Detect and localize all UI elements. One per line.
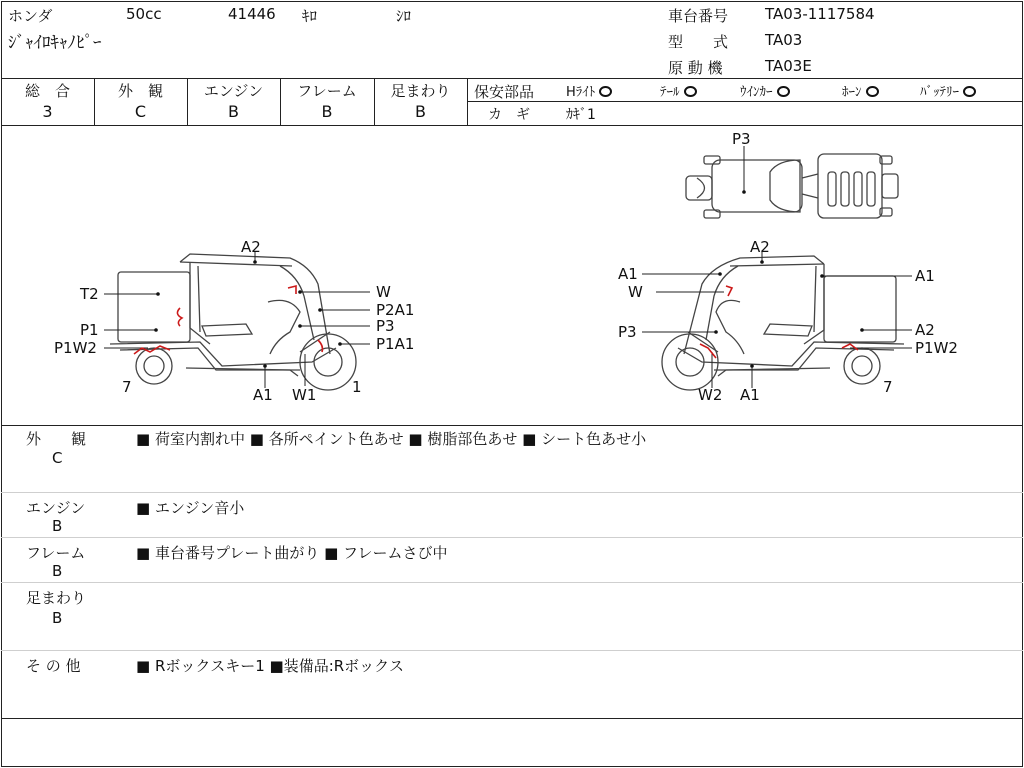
label-right-a1-left: A1	[618, 265, 638, 283]
chassis-value: TA03-1117584	[765, 5, 875, 23]
grade-exterior-value: C	[134, 102, 147, 121]
label-left-p1a1: P1A1	[376, 335, 415, 353]
ok-circle-icon	[599, 86, 612, 97]
label-right-p1w2: P1W2	[915, 339, 958, 357]
color: ｼﾛ	[396, 7, 412, 25]
label-left-a1: A1	[253, 386, 273, 404]
comment-grade: B	[52, 609, 63, 627]
label-left-t2: T2	[80, 285, 99, 303]
label-right-a1-bottom: A1	[740, 386, 760, 404]
key-label: カ ギ	[488, 107, 530, 123]
safety-item-headlight	[566, 81, 612, 100]
comment-grade: C	[52, 449, 63, 467]
label-dots	[154, 190, 864, 368]
comment-text: ■ 荷室内割れ中 ■ 各所ペイント色あせ ■ 樹脂部色あせ ■ シート色あせ小	[136, 430, 647, 448]
engine-label: 原 動 機	[668, 59, 723, 77]
model-name: ｼﾞｬｲﾛｷｬﾉﾋﾟｰ	[8, 33, 102, 53]
label-left-p1: P1	[80, 321, 99, 339]
label-right-w2: W2	[698, 386, 723, 404]
comment-category: そ の 他	[26, 657, 81, 675]
grade-engine-label: エンジン	[203, 82, 264, 100]
grade-suspension-label: 足まわり	[390, 82, 451, 100]
grade-frame-value: B	[321, 102, 333, 121]
safety-item-name: ﾎｰﾝ	[842, 85, 862, 100]
comment-text: ■ 車台番号プレート曲がり ■ フレームさび中	[136, 544, 448, 562]
maker: ホンダ	[8, 7, 53, 25]
left-side-view-drawing	[110, 254, 356, 390]
mileage: 41446	[228, 5, 276, 23]
grade-engine-value: B	[228, 102, 239, 121]
ok-circle-icon	[866, 86, 879, 97]
label-left-p2a1: P2A1	[376, 301, 415, 319]
mileage-unit: ｷﾛ	[302, 7, 318, 25]
label-right-p3: P3	[618, 323, 637, 341]
displacement: 50cc	[126, 5, 162, 23]
comment-category: 外 観	[26, 430, 87, 448]
label-left-7: 7	[122, 378, 132, 396]
safety-item-horn	[842, 81, 879, 100]
engine-value: TA03E	[765, 57, 812, 75]
ok-circle-icon	[777, 86, 790, 97]
safety-item-name: ｳｲﾝｶｰ	[740, 85, 773, 100]
grade-overall-label: 総 合	[24, 82, 70, 100]
label-left-1: 1	[352, 378, 362, 396]
leader-lines	[104, 146, 912, 388]
grade-frame-label: フレーム	[297, 82, 357, 100]
comment-category: フレーム	[26, 544, 86, 562]
safety-item-battery	[920, 81, 976, 100]
grade-overall-value: 3	[42, 102, 53, 121]
comment-text: ■ エンジン音小	[136, 499, 245, 517]
safety-label: 保安部品	[474, 83, 535, 101]
safety-item-taillight	[660, 81, 697, 100]
type-label: 型 式	[668, 33, 729, 51]
safety-item-winker	[740, 81, 790, 100]
chassis-label: 車台番号	[668, 7, 729, 25]
safety-item-name: ﾊﾞｯﾃﾘｰ	[920, 85, 959, 100]
damage-marks	[134, 286, 858, 358]
ok-circle-icon	[684, 86, 697, 97]
key-value: ｶｷﾞ1	[566, 107, 596, 123]
type-value: TA03	[765, 31, 803, 49]
label-right-w: W	[628, 283, 643, 301]
label-left-a2: A2	[241, 238, 261, 256]
label-right-a1-right: A1	[915, 267, 935, 285]
label-top-p3: P3	[732, 130, 751, 148]
label-left-p3: P3	[376, 317, 395, 335]
safety-item-name: ﾃｰﾙ	[660, 85, 680, 100]
grade-exterior-label: 外 観	[117, 82, 163, 100]
label-left-p1w2: P1W2	[54, 339, 97, 357]
label-left-w: W	[376, 283, 391, 301]
vehicle-diagram	[0, 126, 1024, 424]
label-right-a2-top: A2	[750, 238, 770, 256]
label-right-a2: A2	[915, 321, 935, 339]
comment-category: エンジン	[26, 499, 86, 517]
comment-category: 足まわり	[26, 589, 87, 607]
label-left-w1: W1	[292, 386, 317, 404]
ok-circle-icon	[963, 86, 976, 97]
comment-grade: B	[52, 562, 63, 580]
grade-suspension-value: B	[415, 102, 426, 121]
comment-grade: B	[52, 517, 63, 535]
safety-item-name: Hﾗｲﾄ	[566, 85, 596, 100]
top-view-drawing	[686, 154, 898, 218]
comment-text: ■ Rボックスキー1 ■装備品:Rボックス	[136, 657, 405, 675]
label-right-7: 7	[883, 378, 893, 396]
